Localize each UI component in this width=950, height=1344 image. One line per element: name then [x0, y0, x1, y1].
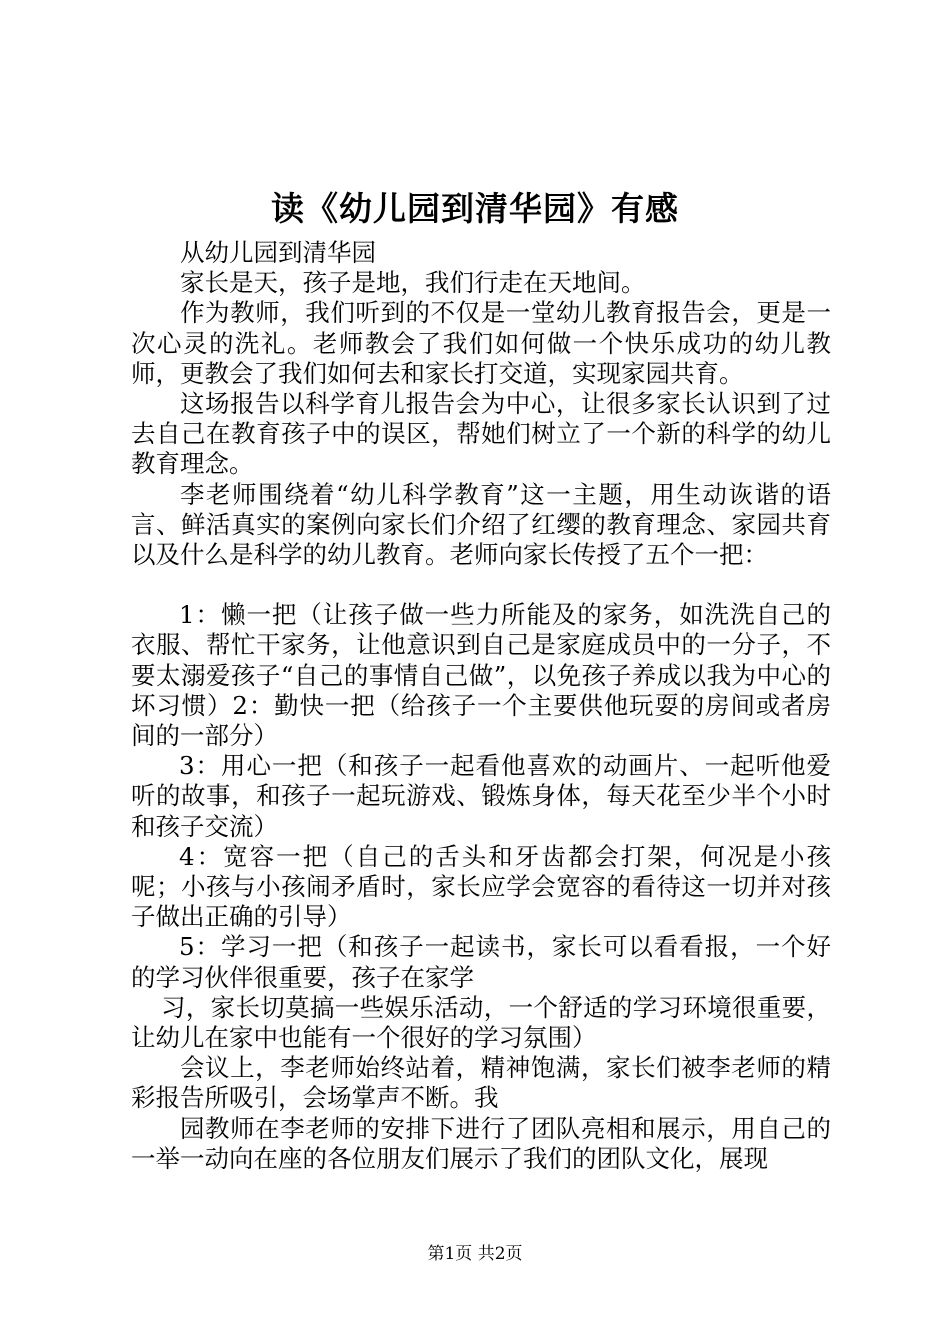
document-body — [131, 238, 831, 1174]
page-number: 第1页 共2页 — [427, 1244, 523, 1264]
list-item-5: 5：学习一把（和孩子一起读书，家长可以看看报，一个好的学习伙伴很重要，孩子在家学 — [131, 932, 831, 992]
list-item-5-continued: 习，家长切莫搞一些娱乐活动，一个舒适的学习环境很重要，让幼儿在家中也能有一个很好的学习氛围） — [131, 992, 831, 1053]
paragraph-report: 这场报告以科学育儿报告会为中心，让很多家长认识到了过去自己在教育孩子中的误区，帮她们树立了一个新的科学的幼儿教育理念。 — [131, 389, 831, 479]
paragraph-intro: 家长是天，孩子是地，我们行走在天地间。 — [180, 268, 646, 298]
paragraph-meeting: 会议上，李老师始终站着，精神饱满，家长们被李老师的精彩报告所吸引，会场掌声不断。我 — [131, 1053, 831, 1113]
list-item-4: 4：宽容一把（自己的舌头和牙齿都会打架，何况是小孩呢；小孩与小孩闹矛盾时，家长应学会宽容的看待这一切并对孩子做出正确的引导） — [131, 841, 831, 932]
document-title: 读《幼儿园到清华园》有感 — [271, 189, 679, 228]
paragraph-theme: 李老师围绕着“幼儿科学教育”这一主题，用生动诙谐的语言、鲜活真实的案例向家长们介绍了红缨的教育理念、家园共育以及什么是科学的幼儿教育。老师向家长传授了五个一把： — [131, 479, 831, 570]
paragraph-team: 园教师在李老师的安排下进行了团队亮相和展示，用自己的一举一动向在座的各位朋友们展示了我们的团队文化，展现 — [131, 1113, 831, 1173]
list-item-1-2: 1：懒一把（让孩子做一些力所能及的家务，如洗洗自己的衣服、帮忙干家务，让他意识到自己是家庭成员中的一分子，不要太溺爱孩子“自己的事情自己做”，以免孩子养成以我为中心的坏习惯）2：勤快一把（给孩子一个主要供他玩耍的房间或者房间的一部分） — [131, 600, 831, 751]
paragraph-subtitle: 从幼儿园到清华园 — [180, 238, 376, 267]
paragraph-teacher: 作为教师，我们听到的不仅是一堂幼儿教育报告会，更是一次心灵的洗礼。老师教会了我们如何做一个快乐成功的幼儿教师，更教会了我们如何去和家长打交道，实现家园共育。 — [131, 298, 831, 388]
blank-line — [131, 570, 831, 600]
list-item-3: 3：用心一把（和孩子一起看他喜欢的动画片、一起听他爱听的故事，和孩子一起玩游戏、锻炼身体，每天花至少半个小时和孩子交流） — [131, 751, 831, 841]
